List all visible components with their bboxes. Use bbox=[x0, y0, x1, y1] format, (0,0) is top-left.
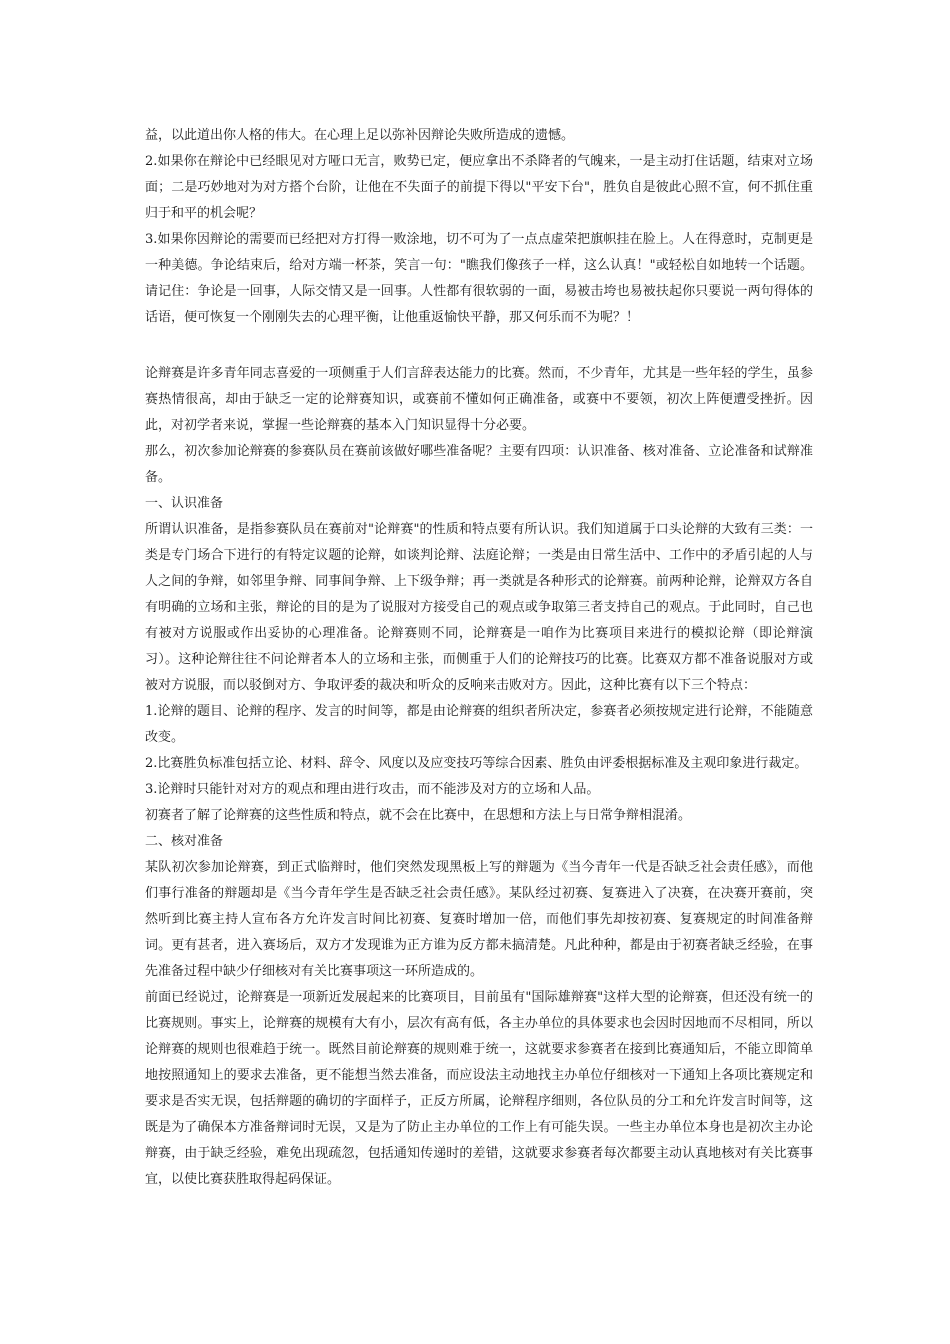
paragraph-intro: 论辩赛是许多青年同志喜爱的一项侧重于人们言辞表达能力的比赛。然而，不少青年，尤其是一些年轻的学生，虽参赛热情很高，却由于缺乏一定的论辩赛知识，或赛前不懂如何正确准备，或赛中不要领，初次上阵便遭受挫折。因此，对初学者来说，掌握一些论辩赛的基本入门知识显得十分必要。 bbox=[145, 366, 813, 433]
section-break bbox=[145, 331, 813, 361]
paragraph-section1-end: 初赛者了解了论辩赛的这些性质和特点，就不会在比赛中，在思想和方法上与日常争辩相混淆。 bbox=[145, 808, 692, 823]
paragraph-feature-3: 3.论辩时只能针对对方的观点和理由进行攻击，而不能涉及对方的立场和人品。 bbox=[145, 782, 600, 797]
paragraph-section2-body2: 前面已经说过，论辩赛是一项新近发展起来的比赛项目，目前虽有"国际雄辩赛"这样大型的论辩赛，但还没有统一的比赛规则。事实上，论辩赛的规模有大有小，层次有高有低，各主办单位的具体要求也会因时因地而不尽相同，所以论辩赛的规则也很难趋于统一。既然目前论辩赛的规则难于统一，这就要求参赛者在接到比赛通知后，不能立即简单地按照通知上的要求去准备，更不能想当然去准备，而应设法主动地找主办单位仔细核对一下通知上各项比赛规定和要求是否实无误，包括辩题的确切的字面样子，正反方所属，论辩程序细则，各位队员的分工和允许发言时间等，这既是为了确保本方准备辩词时无误，又是为了防止主办单位的工作上有可能失误。一些主办单位本身也是初次主办论辩赛，由于缺乏经验，难免出现疏忽，包括通知传递时的差错，这就要求参赛者每次都要主动认真地核对有关比赛事宜，以使比赛获胜取得起码保证。 bbox=[145, 990, 813, 1187]
paragraph-point-3: 3.如果你因辩论的需要而已经把对方打得一败涂地，切不可为了一点点虚荣把旗帜挂在脸上。人在得意时，克制更是一种美德。争论结束后，给对方端一杯茶，笑言一句："瞧我们像孩子一样，这么认真！"或轻松自如地转一个话题。请记住：争论是一回事，人际交情又是一回事。人性都有很软弱的一面，易被击垮也易被扶起你只要说一两句得体的话语，便可恢复一个刚刚失去的心理平衡，让他重返愉快平静，那又何乐而不为呢？！ bbox=[145, 232, 813, 325]
paragraph-question: 那么，初次参加论辩赛的参赛队员在赛前该做好哪些准备呢？主要有四项：认识准备、核对准备、立论准备和试辩准备。 bbox=[145, 444, 813, 485]
paragraph-section2-body1: 某队初次参加论辩赛，到正式临辩时，他们突然发现黑板上写的辩题为《当今青年一代是否缺乏社会责任感》，而他们事行准备的辩题却是《当今青年学生是否缺乏社会责任感》。某队经过初赛、复赛进入了决赛，在决赛开赛前，突然听到比赛主持人宣布各方允许发言时间比初赛、复赛时增加一倍，而他们事先却按初赛、复赛规定的时间准备辩词。更有甚者，进入赛场后，双方才发现谁为正方谁为反方都未搞清楚。凡此种种，都是由于初赛者缺乏经验，在事先准备过程中缺少仔细核对有关比赛事项这一环所造成的。 bbox=[145, 860, 813, 979]
paragraph-point-2: 2.如果你在辩论中已经眼见对方哑口无言，败势已定，便应拿出不杀降者的气魄来，一是主动打住话题，结束对立场面；二是巧妙地对为对方搭个台阶，让他在不失面子的前提下得以"平安下台"，胜负自是彼此心照不宣，何不抓住重归于和平的机会呢？ bbox=[145, 154, 813, 221]
paragraph-section1-body: 所谓认识准备，是指参赛队员在赛前对"论辩赛"的性质和特点要有所认识。我们知道属于口头论辩的大致有三类：一类是专门场合下进行的有特定议题的论辩，如谈判论辩、法庭论辩；一类是由日常生活中、工作中的矛盾引起的人与人之间的争辩，如邻里争辩、同事间争辩、上下级争辩；再一类就是各种形式的论辩赛。前两种论辩，论辩双方各自有明确的立场和主张，辩论的目的是为了说服对方接受自己的观点或争取第三者支持自己的观点。于此同时，自己也有被对方说服或作出妥协的心理准备。论辩赛则不同，论辩赛是一咱作为比赛项目来进行的模拟论辩（即论辩演习）。这种论辩往往不问论辩者本人的立场和主张，而侧重于人们的论辩技巧的比赛。比赛双方都不准备说服对方或被对方说服，而以驳倒对方、争取评委的裁决和听众的反响来击败对方。因此，这种比赛有以下三个特点： bbox=[145, 522, 813, 693]
section-heading-1: 一、认识准备 bbox=[145, 496, 224, 511]
paragraph-feature-2: 2.比赛胜负标准包括立论、材料、辞令、风度以及应变技巧等综合因素、胜负由评委根据标准及主观印象进行裁定。 bbox=[145, 756, 808, 771]
section-heading-2: 二、核对准备 bbox=[145, 834, 224, 849]
document-page bbox=[145, 123, 813, 1193]
paragraph-continuation: 益，以此道出你人格的伟大。在心理上足以弥补因辩论失败所造成的遗憾。 bbox=[145, 128, 575, 143]
paragraph-feature-1: 1.论辩的题目、论辩的程序、发言的时间等，都是由论辩赛的组织者所决定，参赛者必须按规定进行论辩，不能随意改变。 bbox=[145, 704, 813, 745]
